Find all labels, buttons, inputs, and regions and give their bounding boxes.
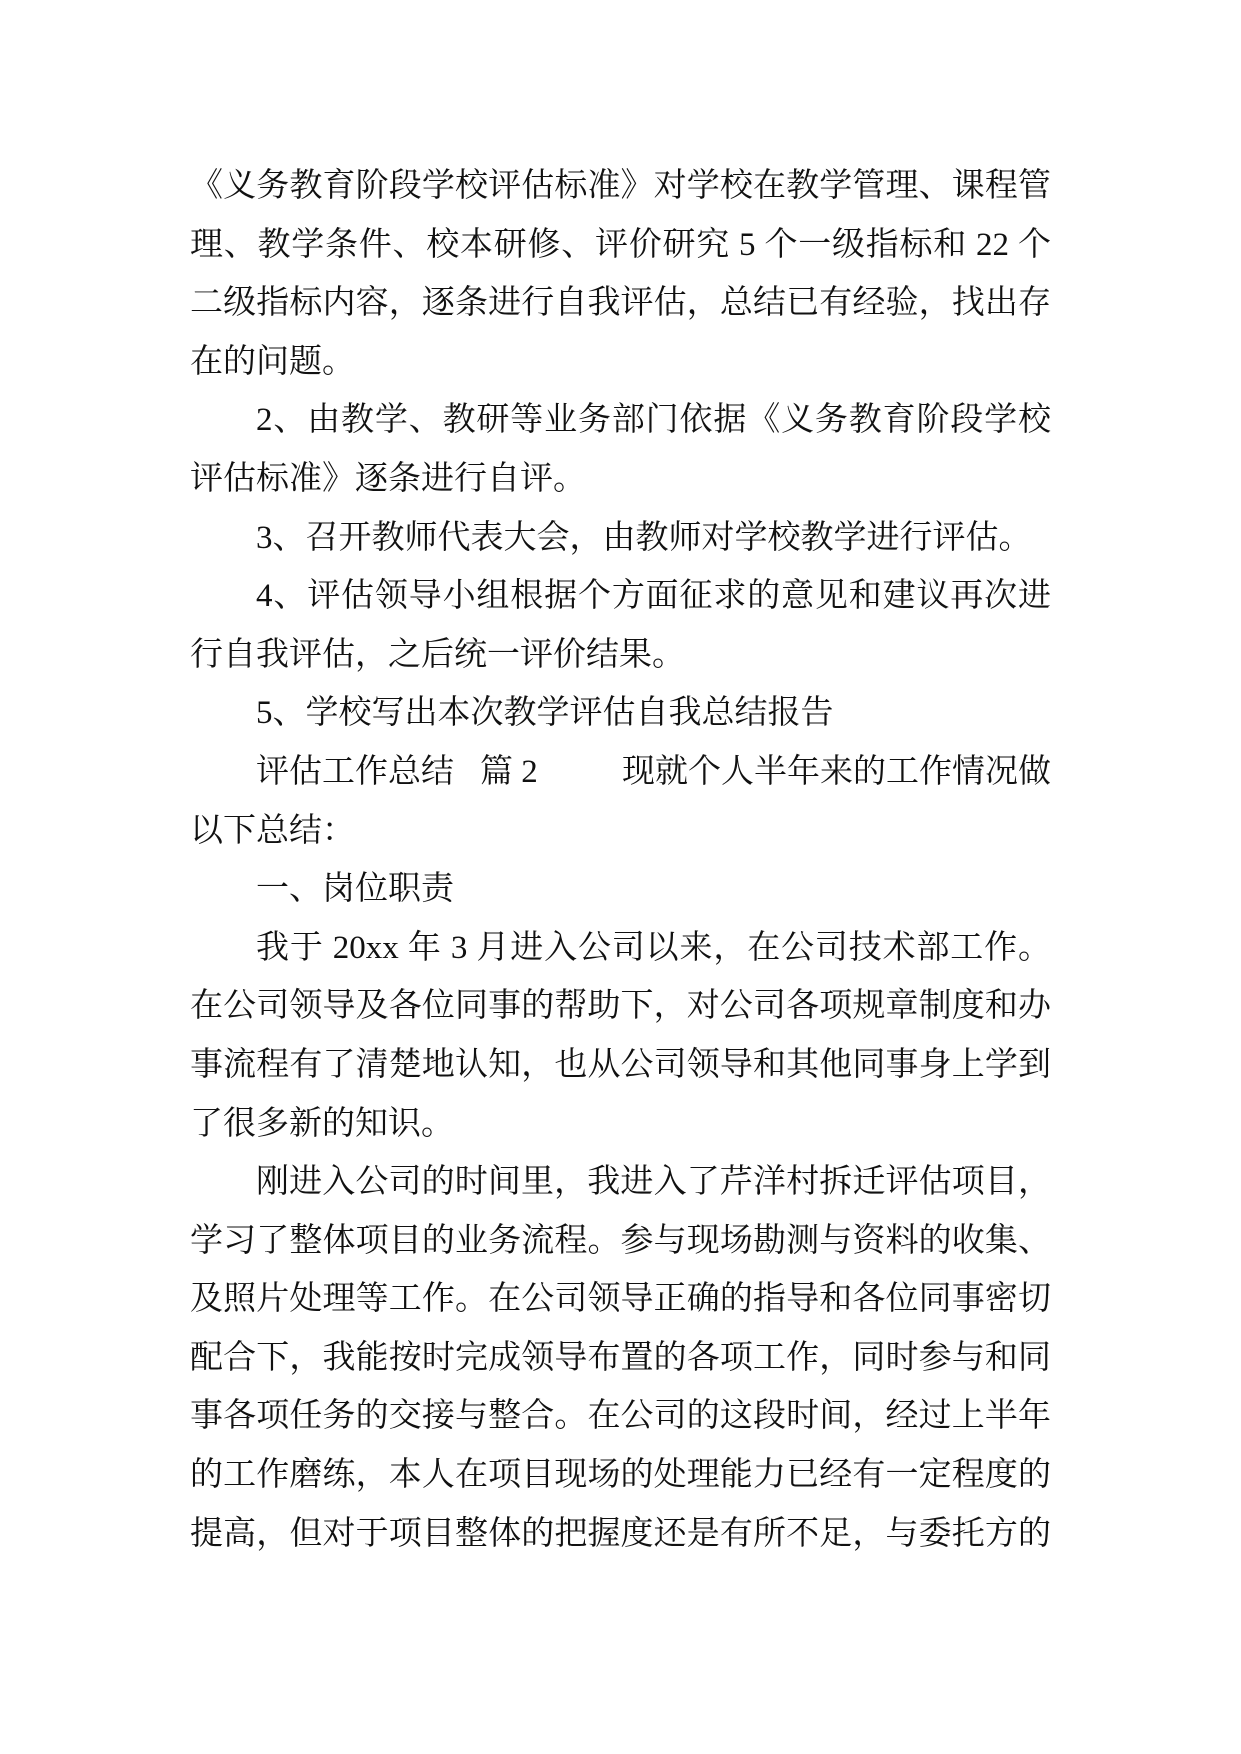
paragraph-line: 二级指标内容，逐条进行自我评估，总结已有经验，找出存 [190,285,1051,322]
paragraph [190,919,1051,1153]
paragraph [190,567,1051,684]
paragraph [190,391,1051,508]
paragraph-line: 评估标准》逐条进行自评。 [190,460,586,497]
paragraph-line: 2、由教学、教研等业务部门依据《义务教育阶段学校 [256,402,1051,439]
paragraph-line: 在的问题。 [190,343,355,380]
paragraph-line: 理、教学条件、校本研修、评价研究 5 个一级指标和 22 个 [190,226,1051,263]
section-part-number: 篇 2 [480,753,538,790]
paragraph-line: 事各项任务的交接与整合。在公司的这段时间，经过上半年 [190,1398,1051,1435]
paragraph-line: 现就个人半年来的工作情况做 [622,753,1051,790]
paragraph-line: 我于 20xx 年 3 月进入公司以来，在公司技术部工作。 [256,929,1051,966]
paragraph [190,860,1051,919]
paragraph-line: 刚进入公司的时间里，我进入了芹洋村拆迁评估项目， [256,1164,1051,1201]
section-title: 评估工作总结 [256,753,454,790]
paragraph-line: 4、评估领导小组根据个方面征求的意见和建议再次进 [256,578,1051,615]
paragraph-line: 学习了整体项目的业务流程。参与现场勘测与资料的收集、 [190,1222,1051,1259]
paragraph-line: 了很多新的知识。 [190,1105,454,1142]
paragraph-line: 配合下，我能按时完成领导布置的各项工作，同时参与和同 [190,1339,1051,1376]
paragraph-line: 提高，但对于项目整体的把握度还是有所不足，与委托方的 [190,1515,1051,1552]
paragraph-line: 《义务教育阶段学校评估标准》对学校在教学管理、课程管 [190,168,1051,204]
paragraph-line: 及照片处理等工作。在公司领导正确的指导和各位同事密切 [190,1281,1051,1318]
section-intro-paragraph [190,743,1051,860]
paragraph [190,509,1051,568]
paragraph-line: 3、召开教师代表大会，由教师对学校教学进行评估。 [256,519,1032,556]
paragraph-line: 以下总结： [190,812,355,849]
paragraph-line: 事流程有了清楚地认知，也从公司领导和其他同事身上学到 [190,1046,1051,1083]
paragraph [190,684,1051,743]
document-body [190,157,1051,1563]
paragraph-line: 的工作磨练，本人在项目现场的处理能力已经有一定程度的 [190,1457,1051,1494]
section-heading [256,743,538,802]
paragraph-line: 在公司领导及各位同事的帮助下，对公司各项规章制度和办 [190,988,1051,1025]
section-subheading: 一、岗位职责 [256,871,454,908]
paragraph-line: 5、学校写出本次教学评估自我总结报告 [256,695,834,732]
paragraph-line: 行自我评估，之后统一评价结果。 [190,636,685,673]
section-heading-row [190,743,1051,802]
paragraph [190,1153,1051,1563]
paragraph [190,157,1051,391]
